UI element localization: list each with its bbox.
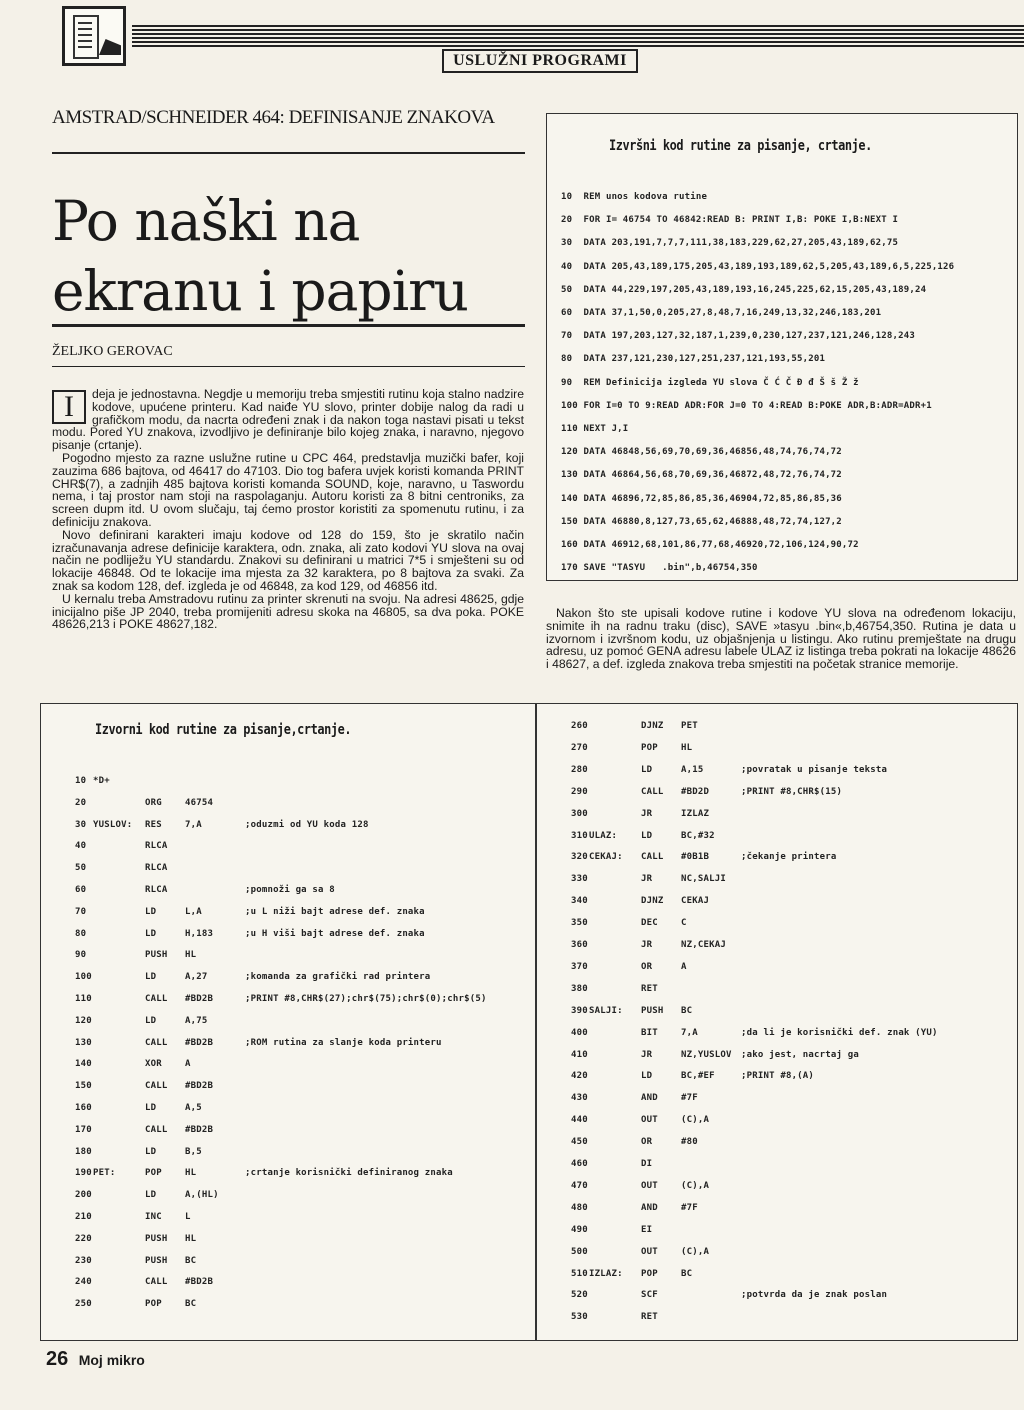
line-number: 120: [75, 1015, 92, 1026]
code-operand: HL: [185, 1233, 197, 1244]
line-number: 60: [75, 885, 87, 895]
code-comment: ;oduzmi od YU koda 128: [245, 819, 369, 830]
code-operand: #BD2B: [185, 1081, 214, 1092]
line-number: 380: [571, 983, 588, 994]
code-operand: A: [681, 961, 687, 972]
line-number: 300: [571, 808, 588, 819]
code-operand: NC,SALJI: [681, 874, 726, 885]
code-opcode: PUSH: [641, 1005, 664, 1016]
paragraph-1: I deja je jednostavna. Negdje u memoriju treba smjestiti rutinu koja stalno nadzire kodove, upućene printeru. Kad naiđe YU slovo, printer dobije nalog da radi u grafičkom modu, da nacrta određeni znak i da nakon toga nastavi pisati u tekst modu. Pored YU znakova, izvodljivo je definiranje bilo kojeg znaka, i naravno, njegovo pisanje (crtanje).: [52, 387, 524, 453]
line-number: 400: [571, 1027, 588, 1038]
code-opcode: RLCA: [145, 885, 168, 895]
code-operand: #BD2B: [185, 1037, 214, 1048]
line-number: 520: [571, 1290, 588, 1301]
line-number: 240: [75, 1277, 92, 1288]
code-opcode: CALL: [145, 1277, 168, 1288]
line-number: 100: [75, 972, 92, 983]
line-number: 250: [75, 1299, 92, 1310]
code-opcode: EI: [641, 1224, 653, 1235]
code-operand: A,27: [185, 972, 208, 983]
code-opcode: CALL: [641, 852, 664, 863]
code-opcode: ORG: [145, 797, 162, 808]
article-kicker: AMSTRAD/SCHNEIDER 464: DEFINISANJE ZNAKOVA: [52, 107, 495, 128]
code-operand: #0B1B: [681, 852, 710, 863]
code-opcode: CALL: [641, 786, 664, 797]
code-operand: H,183: [185, 928, 214, 939]
line-number: 20: [75, 797, 87, 808]
code-opcode: POP: [641, 1268, 658, 1279]
code-opcode: OR: [641, 961, 653, 972]
code-operand: BC,#EF: [681, 1071, 715, 1082]
line-number: 370: [571, 961, 588, 972]
line-number: 290: [571, 786, 588, 797]
exec-code-line: 60 DATA 37,1,50,0,205,27,8,48,7,16,249,13,32,246,183,201: [561, 308, 882, 318]
code-operand: #BD2D: [681, 786, 710, 797]
article-body-right: [546, 607, 1016, 671]
page-number: 26: [46, 1348, 69, 1370]
source-listing-box-right: [536, 703, 1018, 1341]
code-opcode: LD: [145, 1015, 157, 1026]
line-number: 10: [75, 776, 87, 786]
code-operand: PET: [681, 721, 698, 731]
author-rule: [52, 366, 525, 367]
code-operand: #7F: [681, 1202, 698, 1213]
line-number: 70: [75, 906, 87, 917]
headline-line-2: ekranu i papiru: [52, 259, 468, 323]
exec-code-line: 80 DATA 237,121,230,127,251,237,121,193,55,201: [561, 354, 826, 365]
code-opcode: LD: [145, 1190, 157, 1201]
headline-rule: [52, 324, 525, 327]
code-opcode: JR: [641, 1049, 653, 1060]
code-label: ULAZ:: [589, 830, 618, 841]
paragraph-2: Pogodno mjesto za razne uslužne rutine u CPC 464, predstavlja muzički bafer, koji zauzima 686 bajtova, od 46417 do 47103. Dio tog bafera uvjek koristi komanda PRINT CHR$(7), a zadnjih 485 bajtova koristi komanda SOUND, koje, naravno, u Taswordu nema, i taj prostor nam stoji na raspolaganju. Autoru koristi za 8 bitni centroniks, za screen dupm itd. U ovom slučaju, taj ćemo prostor koristiti za spomenutu rutinu, i za definiciju znakova.: [52, 450, 524, 529]
line-number: 160: [75, 1103, 92, 1113]
code-operand: A,(HL): [185, 1190, 219, 1201]
code-opcode: RES: [145, 819, 162, 830]
code-opcode: OUT: [641, 1180, 658, 1191]
code-operand: IZLAZ: [681, 808, 710, 819]
exec-code-line: 130 DATA 46864,56,68,70,69,36,46872,48,72,76,74,72: [561, 470, 842, 481]
code-opcode: AND: [641, 1202, 658, 1213]
code-opcode: LD: [641, 764, 653, 775]
code-opcode: DEC: [641, 918, 658, 929]
code-opcode: JR: [641, 808, 653, 819]
paragraph-4: U kernalu treba Amstradovu rutinu za printer skrenuti na svoju. Na adresi 48625, gdje inicijalno piše JP 2040, treba promijeniti adresu skoka na 46805, sa dva poka. POKE 48626,213 i POKE 48627,182.: [52, 591, 524, 632]
code-opcode: DJNZ: [641, 721, 664, 731]
code-operand: HL: [681, 742, 693, 753]
line-number: 130: [75, 1037, 92, 1048]
code-operand: BC: [681, 1268, 693, 1279]
line-number: 420: [571, 1071, 588, 1082]
code-label: PET:: [93, 1168, 116, 1179]
code-label: CEKAJ:: [589, 852, 623, 863]
section-logo: [62, 6, 126, 66]
line-number: 490: [571, 1224, 588, 1235]
code-opcode: XOR: [145, 1059, 162, 1070]
line-number: 460: [571, 1159, 588, 1169]
exec-code-line: 20 FOR I= 46754 TO 46842:READ B: PRINT I,B: POKE I,B:NEXT I: [561, 215, 899, 226]
article-headline: [52, 186, 532, 326]
code-operand: #80: [681, 1137, 698, 1148]
line-number: 110: [75, 994, 92, 1004]
kicker-rule: [52, 152, 525, 154]
code-operand: CEKAJ: [681, 896, 710, 907]
source-listing-box: [40, 703, 536, 1341]
code-opcode: LD: [145, 906, 157, 917]
pen-icon: [99, 39, 121, 55]
line-number: 230: [75, 1255, 92, 1266]
source-listing-title: Izvorni kod rutine za pisanje,crtanje.: [95, 722, 352, 738]
code-operand: HL: [185, 950, 197, 961]
line-number: 280: [571, 764, 588, 775]
page-footer: [46, 1348, 145, 1371]
line-number: 310: [571, 830, 588, 841]
exec-listing-title: Izvršni kod rutine za pisanje, crtanje.: [609, 138, 872, 154]
line-number: 530: [571, 1312, 588, 1323]
code-opcode: JR: [641, 940, 653, 950]
headline-line-1: Po naški na: [52, 189, 360, 253]
line-number: 30: [75, 819, 87, 830]
code-opcode: CALL: [145, 994, 168, 1004]
exec-code-line: 100 FOR I=0 TO 9:READ ADR:FOR J=0 TO 4:READ B:POKE ADR,B:ADR=ADR+1: [561, 400, 932, 411]
code-opcode: PUSH: [145, 1233, 168, 1244]
code-operand: NZ,YUSLOV: [681, 1049, 732, 1060]
code-operand: #BD2B: [185, 1124, 214, 1135]
code-operand: HL: [185, 1168, 197, 1179]
code-opcode: PUSH: [145, 950, 168, 961]
line-number: 270: [571, 742, 588, 753]
article-body: [52, 388, 524, 631]
code-opcode: POP: [145, 1168, 162, 1179]
code-opcode: LD: [641, 1071, 653, 1082]
notepad-pen-icon: [73, 15, 99, 59]
line-number: 470: [571, 1180, 588, 1191]
magazine-name: Moj mikro: [78, 1352, 145, 1368]
line-number: 390: [571, 1005, 588, 1016]
exec-code-line: 30 DATA 203,191,7,7,7,111,38,183,229,62,27,205,43,189,62,75: [561, 238, 899, 249]
code-opcode: DJNZ: [641, 896, 664, 907]
line-number: 170: [75, 1124, 92, 1135]
line-number: 150: [75, 1081, 92, 1092]
line-number: 440: [571, 1115, 588, 1126]
paragraph-5: Nakon što ste upisali kodove rutine i kodove YU slova na određenom lokaciju, snimite ih na radnu traku (disc), SAVE »tasyu .bin«,b,46754,350. Rutina je data u izvornom i izvršnom kodu, uz objašnjenja u listingu. Ako rutinu premještate na drugu adresu, uz pomoć GENA adresu labele ULAZ iz listinga treba pokrati na lokacije 48626 i 48627, a def. izgleda znakova treba smjestiti na početak stranice memorije.: [546, 606, 1016, 672]
code-operand: BC: [185, 1299, 197, 1310]
code-operand: #BD2B: [185, 994, 214, 1004]
line-number: 450: [571, 1137, 588, 1148]
code-comment: ;čekanje printera: [741, 852, 837, 863]
exec-code-line: 10 REM unos kodova rutine: [561, 192, 708, 202]
code-operand: A,5: [185, 1103, 202, 1113]
exec-listing-box: [546, 113, 1018, 581]
code-operand: C: [681, 918, 687, 929]
exec-code-line: 170 SAVE "TASYU .bin",b,46754,350: [561, 563, 758, 574]
code-operand: (C),A: [681, 1246, 710, 1257]
code-opcode: CALL: [145, 1037, 168, 1048]
line-number: 180: [75, 1146, 92, 1157]
exec-code-line: 160 DATA 46912,68,101,86,77,68,46920,72,106,124,90,72: [561, 540, 859, 550]
code-operand: L: [185, 1212, 191, 1222]
code-operand: BC: [185, 1255, 197, 1266]
line-number: 510: [571, 1268, 588, 1279]
exec-code-line: 140 DATA 46896,72,85,86,85,36,46904,72,85,86,85,36: [561, 493, 842, 504]
code-opcode: OUT: [641, 1246, 658, 1257]
code-opcode: POP: [641, 742, 658, 753]
code-opcode: POP: [145, 1299, 162, 1310]
line-number: 480: [571, 1202, 588, 1213]
code-comment: ;potvrda da je znak poslan: [741, 1290, 888, 1301]
code-comment: ;da li je korisnički def. znak (YU): [741, 1027, 938, 1038]
code-opcode: INC: [145, 1212, 162, 1222]
exec-code-line: 70 DATA 197,203,127,32,187,1,239,0,230,127,237,121,246,128,243: [561, 331, 915, 342]
code-comment: ;ako jest, nacrtaj ga: [741, 1049, 859, 1060]
code-opcode: DI: [641, 1159, 653, 1169]
code-operand: L,A: [185, 906, 202, 917]
code-opcode: RET: [641, 983, 658, 994]
code-operand: B,5: [185, 1146, 202, 1157]
section-label: USLUŽNI PROGRAMI: [442, 49, 638, 73]
code-opcode: CALL: [145, 1081, 168, 1092]
code-opcode: OR: [641, 1137, 653, 1148]
code-opcode: PUSH: [145, 1255, 168, 1266]
line-number: 360: [571, 940, 588, 950]
code-opcode: LD: [145, 928, 157, 939]
code-comment: ;PRINT #8,(A): [741, 1071, 815, 1082]
code-operand: 7,A: [185, 819, 202, 830]
code-opcode: LD: [145, 1103, 157, 1113]
line-number: 500: [571, 1246, 588, 1257]
code-comment: ;pomnoži ga sa 8: [245, 885, 335, 895]
code-opcode: RET: [641, 1312, 658, 1323]
code-opcode: CALL: [145, 1124, 168, 1135]
code-opcode: AND: [641, 1093, 658, 1104]
code-operand: (C),A: [681, 1180, 710, 1191]
line-number: 40: [75, 841, 87, 852]
paragraph-3: Novo definirani karakteri imaju kodove od 128 do 159, što je skratilo način izračunavanja adrese definicije karaktera, odn. znaka, ali zato kodovi YU slova na ovaj način ne podliježu YU standardu. Znakovi su definirani u matrici 7*5 i smješteni su od lokacije 46848. Od te lokacije ima mjesta za 32 karaktera, po 8 bajtova za svaki. Za znak sa kodom 128, def. izgleda je od 46848, za kod 129, od 46856 itd.: [52, 527, 524, 593]
dropcap: I: [52, 390, 86, 424]
code-comment: ;ROM rutina za slanje koda printeru: [245, 1037, 442, 1048]
code-opcode: OUT: [641, 1115, 658, 1126]
code-label: IZLAZ:: [589, 1268, 623, 1279]
code-operand: BC,#32: [681, 830, 715, 841]
code-operand: #7F: [681, 1093, 698, 1104]
exec-code-line: 90 REM Definicija izgleda YU slova Č Ć Č Đ đ Š š Ž ž: [561, 377, 859, 388]
line-number: 260: [571, 721, 588, 731]
code-opcode: LD: [145, 972, 157, 983]
code-operand: BC: [681, 1005, 693, 1016]
code-operand: NZ,CEKAJ: [681, 940, 726, 950]
code-opcode: LD: [145, 1146, 157, 1157]
code-comment: ;u L niži bajt adrese def. znaka: [245, 906, 425, 917]
line-number: 320: [571, 852, 588, 863]
line-number: 410: [571, 1049, 588, 1060]
code-operand: (C),A: [681, 1115, 710, 1126]
line-number: 340: [571, 896, 588, 907]
code-opcode: LD: [641, 830, 653, 841]
line-number: 190: [75, 1168, 92, 1179]
line-number: 50: [75, 863, 87, 874]
code-operand: 7,A: [681, 1027, 698, 1038]
exec-code-line: 50 DATA 44,229,197,205,43,189,193,16,245,225,62,15,205,43,189,24: [561, 284, 927, 295]
code-comment: ;PRINT #8,CHR$(27);chr$(75);chr$(0);chr$(5): [245, 994, 487, 1004]
code-opcode: SCF: [641, 1290, 658, 1301]
code-comment: ;crtanje korisnički definiranog znaka: [245, 1168, 453, 1179]
line-number: 80: [75, 928, 87, 939]
header-bar: [132, 25, 1024, 49]
code-operand: A,75: [185, 1015, 208, 1026]
exec-code-line: 150 DATA 46880,8,127,73,65,62,46888,48,72,74,127,2: [561, 516, 842, 527]
code-label: SALJI:: [589, 1005, 623, 1016]
line-number: 220: [75, 1233, 92, 1244]
line-number: 90: [75, 950, 87, 961]
code-operand: 46754: [185, 797, 214, 808]
line-number: 200: [75, 1190, 92, 1201]
code-opcode: BIT: [641, 1027, 658, 1038]
code-comment: ;u H viši bajt adrese def. znaka: [245, 928, 425, 939]
code-comment: ;PRINT #8,CHR$(15): [741, 786, 843, 797]
line-number: 330: [571, 874, 588, 885]
exec-code-line: 40 DATA 205,43,189,175,205,43,189,193,189,62,5,205,43,189,6,5,225,126: [561, 261, 955, 272]
code-comment: ;povratak u pisanje teksta: [741, 764, 888, 775]
code-label: YUSLOV:: [93, 819, 133, 830]
exec-code-line: 120 DATA 46848,56,69,70,69,36,46856,48,74,76,74,72: [561, 447, 842, 458]
line-number: 350: [571, 918, 588, 929]
code-opcode: JR: [641, 874, 653, 885]
code-opcode: RLCA: [145, 863, 168, 874]
code-operand: #BD2B: [185, 1277, 214, 1288]
code-comment: ;komanda za grafički rad printera: [245, 972, 431, 983]
code-operand: A,15: [681, 764, 704, 775]
line-number: 210: [75, 1212, 92, 1222]
code-operand: A: [185, 1059, 191, 1070]
line-number: 430: [571, 1093, 588, 1104]
line-number: 140: [75, 1059, 92, 1070]
code-opcode: RLCA: [145, 841, 168, 852]
exec-code-line: 110 NEXT J,I: [561, 424, 629, 434]
code-label: *D+: [93, 776, 110, 786]
article-author: ŽELJKO GEROVAC: [52, 344, 173, 359]
